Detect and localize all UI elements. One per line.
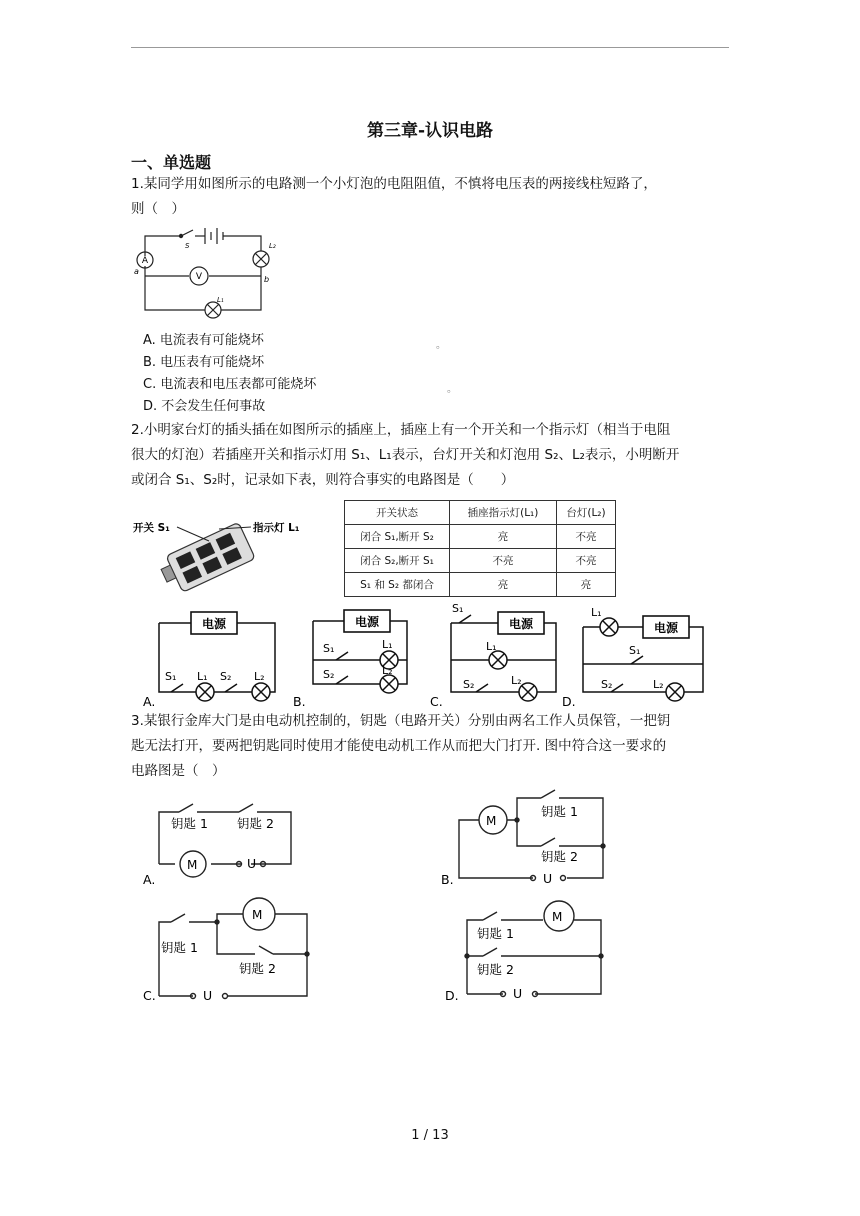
key-label: 钥匙 1 (477, 926, 514, 941)
table-cell: 不亮 (557, 549, 616, 573)
key-label: 钥匙 2 (477, 962, 514, 977)
q1-l2-label: L₂ (269, 242, 276, 250)
q1-mark-dot: 。 (447, 384, 457, 395)
q1-mark-dot: 。 (436, 340, 446, 351)
q2-stem-line2: 很大的灯泡）若插座开关和指示灯用 S₁、L₁表示，台灯开关和灯泡用 S₂、L₂表示，小明断开 (131, 447, 680, 463)
comp-label: S₁ (165, 670, 177, 683)
comp-label: L₁ (486, 640, 497, 653)
q1-a-label: a (134, 267, 139, 276)
comp-label: S₂ (323, 668, 335, 681)
source-label: U (543, 871, 553, 886)
q2-option-a[interactable]: A. (143, 694, 156, 709)
comp-label: S₁ (629, 644, 641, 657)
table-cell: S₁ 和 S₂ 都闭合 (345, 573, 450, 597)
motor-label: M (252, 908, 263, 922)
key-label: 钥匙 2 (237, 816, 274, 831)
source-label: U (203, 988, 213, 1003)
q3-option-a[interactable]: A. (143, 872, 156, 887)
q3-stem-line3: 电路图是（ ） (131, 763, 226, 779)
comp-label: L₁ (382, 638, 393, 651)
comp-label: L₁ (591, 606, 602, 619)
q2-state-table (344, 500, 616, 597)
source-label: U (513, 986, 523, 1001)
power-source-label: 电源 (508, 617, 534, 631)
table-cell: 亮 (450, 573, 557, 597)
key-label: 钥匙 1 (171, 816, 208, 831)
table-cell: 亮 (557, 573, 616, 597)
q1-circuit-figure (131, 226, 281, 322)
table-cell: 闭合 S₂,断开 S₁ (345, 549, 450, 573)
q2-option-d[interactable]: D. (562, 694, 576, 709)
q2-stem (131, 418, 731, 493)
header-rule (131, 47, 729, 48)
comp-label: S₂ (601, 678, 613, 691)
table-cell: 亮 (450, 525, 557, 549)
key-label: 钥匙 2 (239, 961, 276, 976)
socket-switch-label: 开关 S₁ (133, 522, 170, 534)
q1-option-b[interactable]: B. 电压表有可能烧坏 (143, 355, 265, 370)
q1-option-c[interactable]: C. 电流表和电压表都可能烧坏 (143, 377, 317, 392)
q2-options-figure (131, 602, 731, 712)
q1-stem-line2: 则（ ） (131, 201, 185, 217)
q1-stem (131, 172, 731, 222)
table-header: 插座指示灯(L₁) (450, 501, 557, 525)
power-source-label: 电源 (653, 621, 679, 635)
q2-socket-figure (131, 497, 301, 597)
motor-label: M (486, 814, 497, 828)
q1-option-a[interactable]: A. 电流表有可能烧坏 (143, 333, 264, 348)
comp-label: L₂ (382, 664, 393, 677)
q3-stem-line1: 3.某银行金库大门是由电动机控制的，钥匙（电路开关）分别由两名工作人员保管，一把钥 (131, 713, 671, 729)
table-cell: 闭合 S₁,断开 S₂ (345, 525, 450, 549)
page-number: 1 / 13 (411, 1128, 449, 1143)
table-cell: 不亮 (557, 525, 616, 549)
source-label: U (247, 856, 257, 871)
q1-b-label: b (264, 275, 270, 284)
q1-option-d[interactable]: D. 不会发生任何事故 (143, 399, 266, 414)
q3-option-b[interactable]: B. (441, 872, 454, 887)
comp-label: S₁ (452, 602, 464, 615)
motor-label: M (187, 858, 198, 872)
motor-label: M (552, 910, 563, 924)
comp-label: L₂ (254, 670, 265, 683)
key-label: 钥匙 1 (161, 940, 198, 955)
power-source-label: 电源 (354, 615, 380, 629)
q2-stem-line1: 2.小明家台灯的插头插在如图所示的插座上，插座上有一个开关和一个指示灯（相当于电阻 (131, 422, 671, 438)
q2-option-b[interactable]: B. (293, 694, 306, 709)
table-header: 开关状态 (345, 501, 450, 525)
comp-label: L₂ (511, 674, 522, 687)
comp-label: S₂ (220, 670, 232, 683)
q3-option-d[interactable]: D. (445, 988, 459, 1003)
q1-ammeter-label: A (141, 256, 149, 266)
section-heading: 一、单选题 (131, 153, 212, 172)
comp-label: L₁ (197, 670, 208, 683)
power-source-label: 电源 (201, 617, 227, 631)
page-title: 第三章-认识电路 (366, 121, 494, 141)
q2-stem-line3: 或闭合 S₁、S₂时，记录如下表，则符合事实的电路图是（ ） (131, 472, 515, 488)
socket-indicator-label: 指示灯 L₁ (253, 522, 300, 534)
q3-options-figure (131, 786, 631, 1006)
q2-option-c[interactable]: C. (430, 694, 443, 709)
table-cell: 不亮 (450, 549, 557, 573)
q3-stem-line2: 匙无法打开，要两把钥匙同时使用才能使电动机工作从而把大门打开. 图中符合这一要求的 (131, 738, 667, 754)
q1-l1-label: L₁ (217, 296, 224, 304)
q3-stem (131, 709, 731, 784)
q3-option-c[interactable]: C. (143, 988, 156, 1003)
comp-label: L₂ (653, 678, 664, 691)
q1-switch-label: S (185, 242, 190, 250)
q1-stem-line1: 1.某同学用如图所示的电路测一个小灯泡的电阻阻值，不慎将电压表的两接线柱短路了， (131, 176, 657, 192)
comp-label: S₂ (463, 678, 475, 691)
comp-label: S₁ (323, 642, 335, 655)
key-label: 钥匙 2 (541, 849, 578, 864)
key-label: 钥匙 1 (541, 804, 578, 819)
table-header: 台灯(L₂) (557, 501, 616, 525)
q1-voltmeter-label: V (195, 272, 203, 282)
